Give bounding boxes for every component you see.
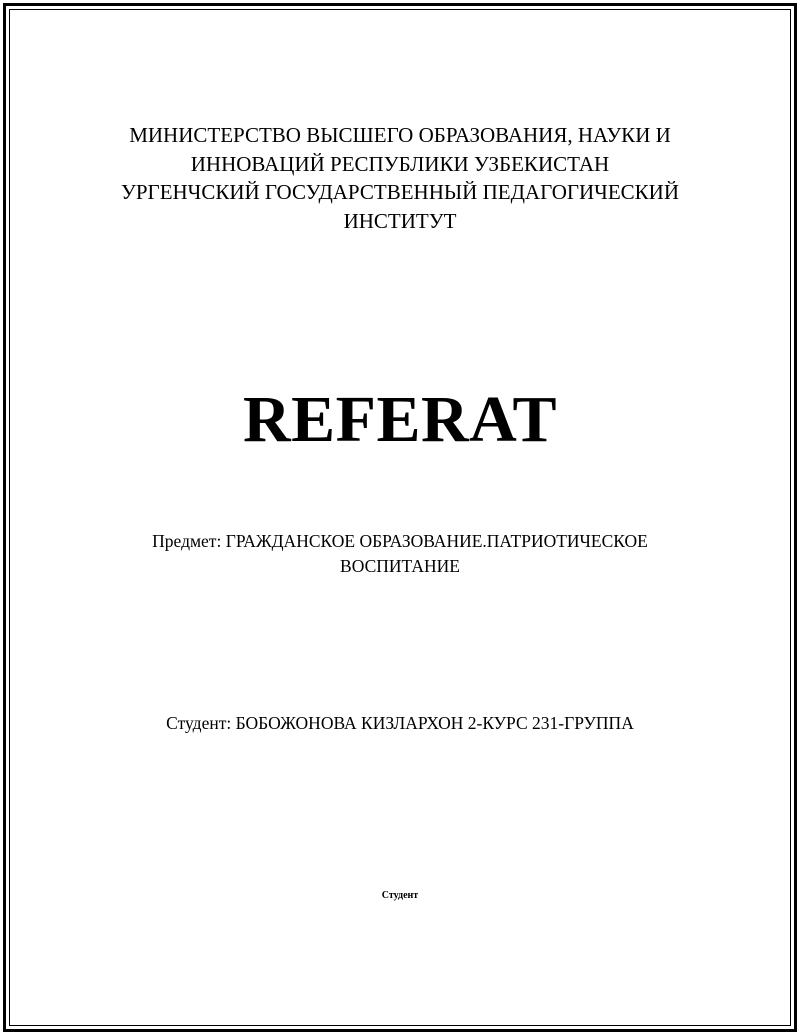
institution-header [0,121,800,235]
document-title: REFERAT [243,383,557,456]
institution-line-1: МИНИСТЕРСТВО ВЫСШЕГО ОБРАЗОВАНИЯ, НАУКИ И [129,123,671,147]
institution-line-3: УРГЕНЧСКИЙ ГОСУДАРСТВЕННЫЙ ПЕДАГОГИЧЕСКИЙ [121,180,679,204]
footer-student-label: Студент [381,890,419,901]
subject-section [0,529,800,579]
institution-line-4: ИНСТИТУТ [343,208,457,233]
subject-line-1: Предмет: ГРАЖДАНСКОЕ ОБРАЗОВАНИЕ.ПАТРИОТИЧЕСКОЕ [152,531,648,551]
subject-line-2: ВОСПИТАНИЕ [340,556,460,576]
institution-line-2: ИННОВАЦИЙ РЕСПУБЛИКИ УЗБЕКИСТАН [190,151,610,176]
student-info: Студент: БОБОЖОНОВА КИЗЛАРХОН 2-КУРС 231-ГРУППА [166,713,634,733]
